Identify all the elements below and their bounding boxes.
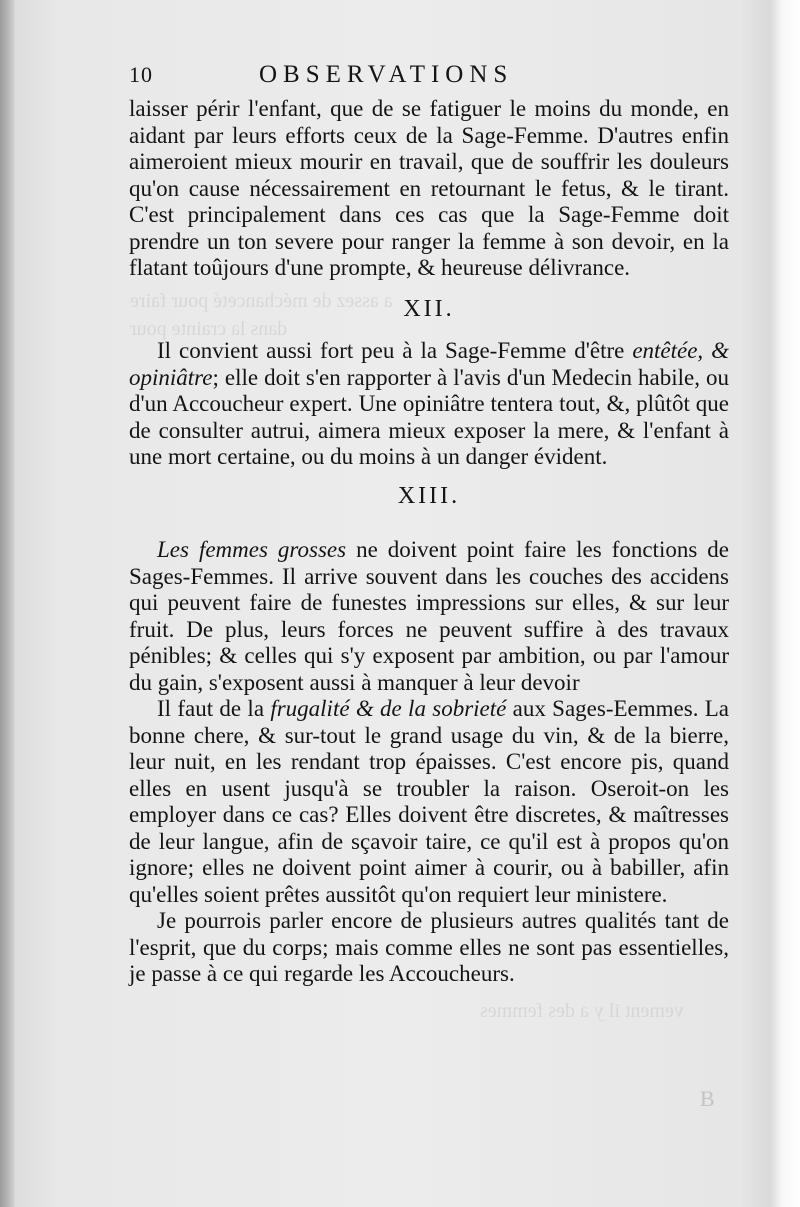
paragraph-xii <box>129 338 729 471</box>
italic-text: Les femmes grosses <box>157 537 347 562</box>
paragraph-frugalite <box>129 696 729 908</box>
binding-shadow <box>0 0 14 1207</box>
page-header <box>129 62 729 96</box>
italic-text: entêtée, & opiniâtre <box>129 338 729 390</box>
italic-text: frugalité & de la sobrieté <box>270 696 507 721</box>
text-run: ; elle doit s'en rapporter à l'avis d'un Medecin habile, ou d'un Accoucheur expert. Une opiniâtre tentera tout, &, plûtôt que de consulter autrui, aimera mieux exposer la mere, & l'enfant à une mort certaine, ou du moins à un danger évident. <box>129 364 729 469</box>
text-run: Il convient aussi fort peu à la Sage-Femme d'être <box>157 338 633 363</box>
bleed-through-text: dans la crainte pour <box>130 318 288 340</box>
paragraph-xiii <box>129 537 729 696</box>
bleed-through-text: vement il y a des femmes <box>480 1000 684 1022</box>
page-number: 10 <box>129 62 153 87</box>
text-run: aux Sages-Eemmes. La bonne chere, & sur-tout le grand usage du vin, & de la bierre, leur nuit, en les rendant trop épaisses. C'est encore pis, quand elles en usent jusqu'à se troubler la raison. Oseroit-on les employer dans ce cas? Elles doivent être discretes, & maîtresses de leur langue, afin de sçavoir taire, ce qu'il est à propos qu'on ignore; elles ne doivent point aimer à courir, ou à babiller, afin qu'elles soient prêtes aussitôt qu'on requiert leur ministere. <box>129 696 729 907</box>
paragraph-continued: laisser périr l'enfant, que de se fatiguer le moins du monde, en aidant par leurs efforts ceux de la Sage-Femme. D'autres enfin aimeroient mieux mourir en travail, que de souffrir les douleurs qu'on cause nécessairement en retournant le fetus, & le tirant. C'est principalement dans ces cas que la Sage-Femme doit prendre un ton severe pour ranger la femme à son devoir, en la flatant toûjours d'une prompte, & heureuse délivrance. <box>129 96 729 280</box>
paragraph-closing: Je pourrois parler encore de plusieurs autres qualités tant de l'esprit, que du corps; mais comme elles ne sont pas essentielles, je passe à ce qui regarde les Accoucheurs. <box>129 908 729 986</box>
bleed-through-text: a assez de méchanceté pour faire <box>130 290 393 312</box>
section-heading-xii: XII. <box>403 295 455 322</box>
section-heading-xiii: XIII. <box>397 482 461 509</box>
text-run: Il faut de la <box>157 696 271 721</box>
running-head: OBSERVATIONS <box>259 61 514 88</box>
text-run: ne doivent point faire les fonctions de Sages-Femmes. Il arrive souvent dans les couches des accidens qui peuvent faire de funestes impressions sur elles, & sur leur fruit. De plus, leurs forces ne peuvent suffire à des travaux pénibles; & celles qui s'y exposent par ambition, ou par l'amour du gain, s'exposent aussi à manquer à leur devoir <box>129 537 729 695</box>
page-text <box>129 62 729 988</box>
signature-mark: B <box>700 1086 715 1111</box>
